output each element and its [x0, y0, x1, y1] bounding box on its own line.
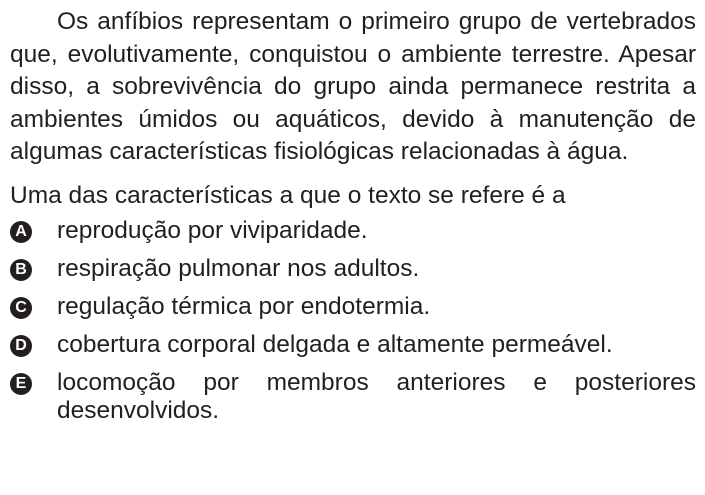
- option-c-letter-badge: C: [10, 297, 32, 319]
- option-d-text: cobertura corporal delgada e altamente permeável.: [57, 330, 613, 358]
- option-a-text: reprodução por viviparidade.: [57, 216, 368, 244]
- option-b-letter-badge: B: [10, 259, 32, 281]
- option-b[interactable]: [10, 255, 696, 283]
- option-e-letter-badge: E: [10, 373, 32, 395]
- option-d-letter-badge: D: [10, 335, 32, 357]
- option-a-letter-badge: A: [10, 221, 32, 243]
- option-a[interactable]: [10, 217, 696, 245]
- passage-text: Os anfíbios representam o primeiro grupo de vertebrados que, evolutivamente, conquistou o ambiente terrestre. Apesar disso, a sobrevivência do grupo ainda permanece restrita a ambientes úmidos ou aquáticos, devido à manutenção de algumas características fisiológicas relacionadas à água.: [10, 8, 696, 165]
- option-c[interactable]: [10, 293, 696, 321]
- option-b-text: respiração pulmonar nos adultos.: [57, 254, 420, 282]
- answer-options: [10, 217, 696, 425]
- option-c-text: regulação térmica por endotermia.: [57, 292, 431, 320]
- option-d[interactable]: [10, 331, 696, 359]
- question-container: [10, 6, 696, 435]
- option-e[interactable]: [10, 369, 696, 425]
- option-e-text: locomoção por membros anteriores e posteriores desenvolvidos.: [57, 368, 696, 424]
- question-prompt: Uma das características a que o texto se refere é a: [10, 181, 566, 209]
